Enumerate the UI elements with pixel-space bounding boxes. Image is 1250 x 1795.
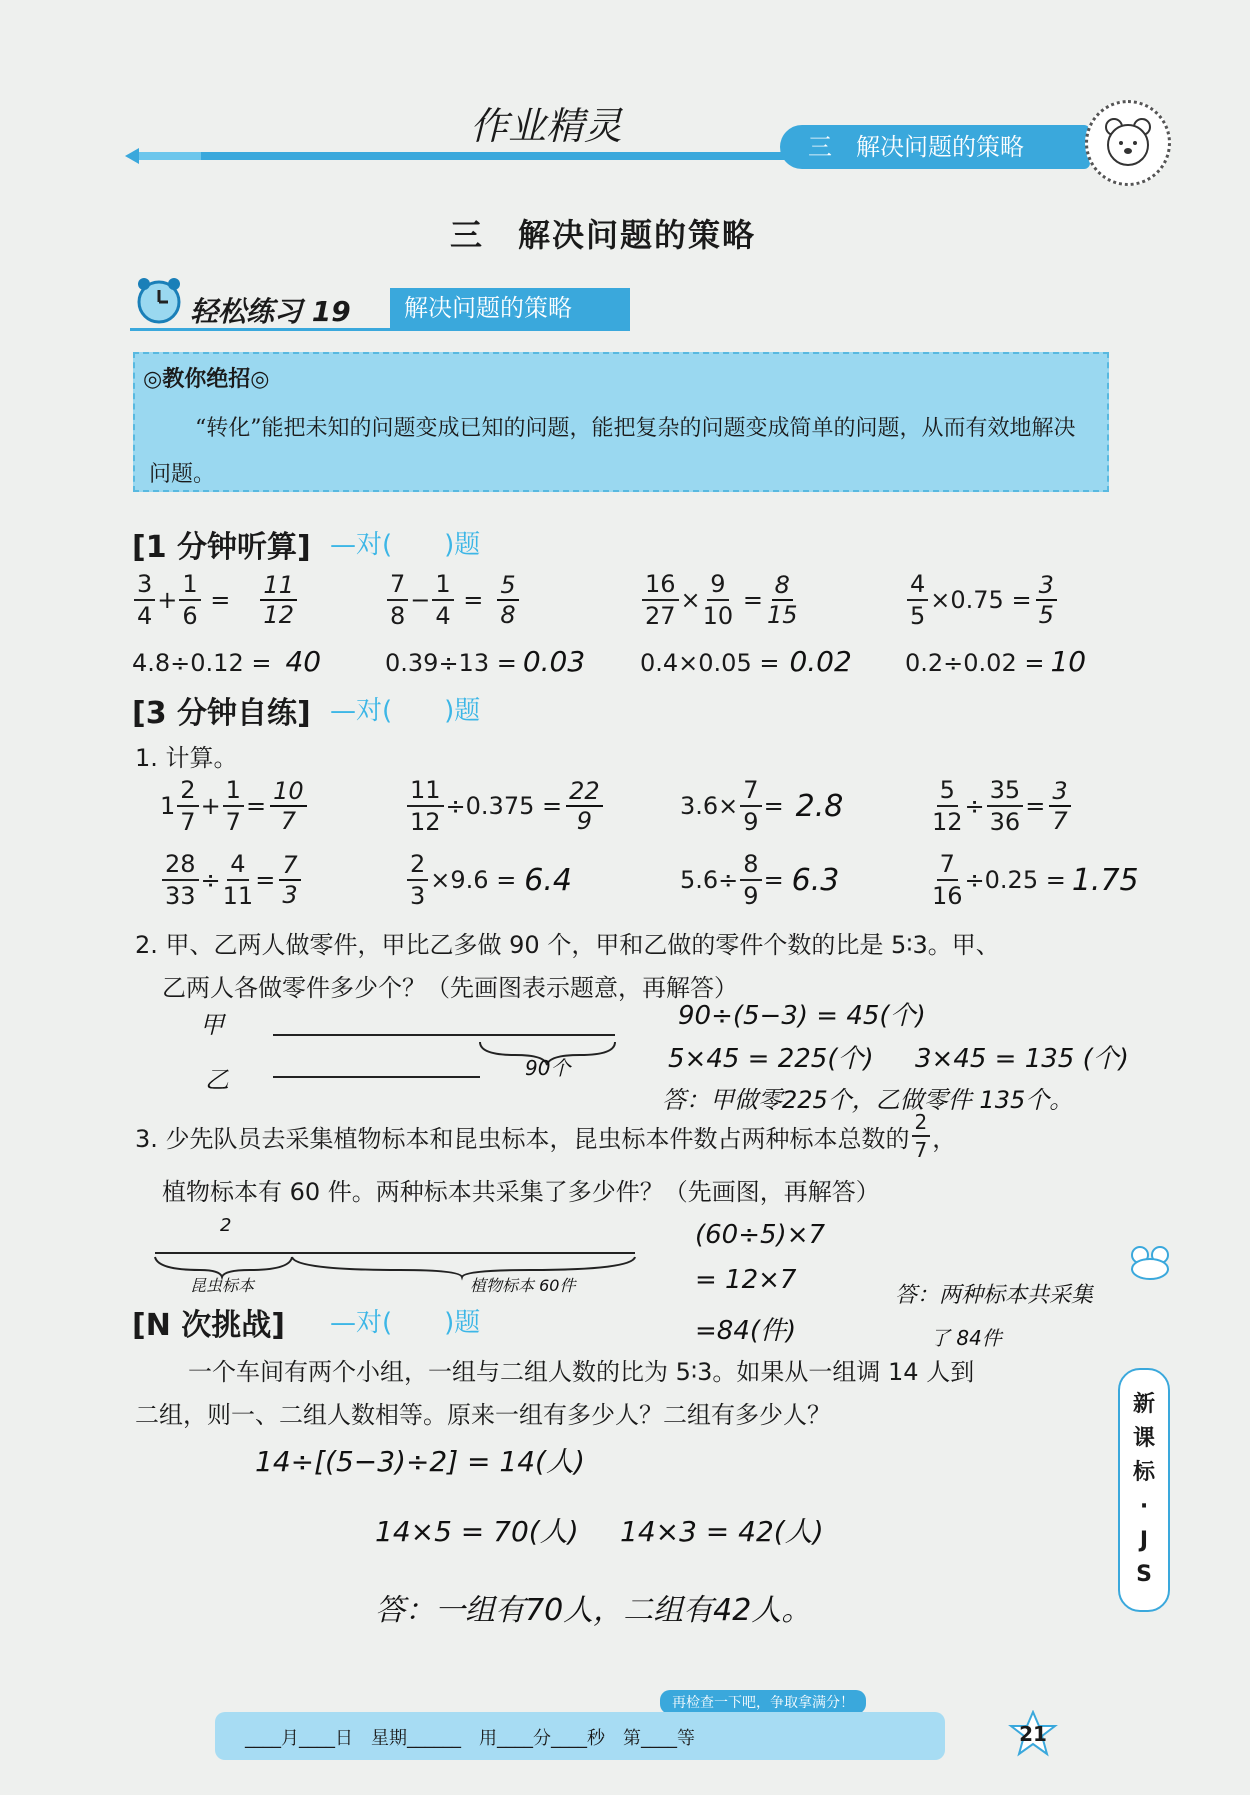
q1-row2-item4: $\frac{7}{16}$ ÷0.25 = 1.75 [932, 850, 1139, 910]
side-tab-char: J [1139, 1528, 1149, 1553]
section1-row1-item1: $\frac{3}{4}$ + $\frac{1}{6}$ = $\frac{11}{12}$ [132, 572, 301, 628]
section1-row2-item4: 0.2÷0.02 = 10 [905, 645, 1087, 678]
practice-topic: 解决问题的策略 [390, 288, 630, 328]
tip-title: ◎教你绝招◎ [143, 367, 270, 392]
section3-work-1: 14÷[(5−3)÷2] = 14(人) [255, 1445, 585, 1478]
section3-work-4: 答：一组有70人，二组有42人。 [375, 1593, 812, 1628]
q2-text-line1: 2. 甲、乙两人做零件，甲比乙多做 90 个，甲和乙做的零件个数的比是 5∶3。甲、 [135, 931, 1000, 959]
practice-underline [130, 328, 630, 331]
q3-top-mark: 2 [220, 1215, 232, 1236]
q2-brace-label: 90个 [525, 1056, 571, 1080]
section1-row2-item1: 4.8÷0.12 = 40 [132, 645, 322, 678]
side-tab-char: 新 [1132, 1392, 1155, 1417]
practice-badge: 轻松练习 19 [190, 295, 351, 328]
header-logo: 作业精灵 [470, 104, 623, 148]
section3-text-line1: 一个车间有两个小组，一组与二组人数的比为 5∶3。如果从一组调 14 人到 [188, 1358, 975, 1386]
q1-row1-item4: $\frac{5}{12}$ ÷ $\frac{35}{36}$ = $\frac{3}{7}$ [930, 778, 1075, 834]
q2-diagram [195, 1000, 635, 1100]
section1-row1-item3: $\frac{16}{27}$ × $\frac{9}{10}$ = $\frac{8}{15}$ [640, 572, 802, 628]
side-tab-char: S [1136, 1562, 1152, 1587]
q1-row2-item3: 5.6÷ $\frac{8}{9}$ = 6.3 [680, 850, 840, 910]
bear-mascot-icon [1085, 100, 1171, 186]
q3-answer-2: 了 84件 [930, 1326, 1002, 1350]
side-tab-char: · [1139, 1494, 1149, 1519]
q2-work-2: 5×45 = 225(个) [668, 1044, 874, 1074]
q1-row1-item1: 1 $\frac{2}{7}$ + $\frac{1}{7}$ = $\frac{10}{7}$ [160, 778, 311, 834]
q2-text-line2: 乙两人各做零件多少个？（先画图表示题意，再解答） [162, 974, 738, 1002]
section1-score: —对( )题 [330, 530, 481, 560]
section1-row1-item2: $\frac{7}{8}$ − $\frac{1}{4}$ = $\frac{5}{8}$ [385, 572, 523, 628]
alarm-clock-icon [132, 272, 186, 326]
tip-box [133, 352, 1109, 492]
q3-left-label: 昆虫标本 [190, 1276, 255, 1295]
q2-work-1: 90÷(5−3) = 45(个) [678, 1001, 926, 1031]
footer-record: ____月____日 星期______ 用____分____秒 第____等 [245, 1728, 695, 1749]
footer-encourage: 再检查一下吧，争取拿满分！ [660, 1690, 866, 1714]
section3-heading: [N 次挑战] [132, 1308, 285, 1343]
chapter-title: 三 解决问题的策略 [450, 216, 757, 254]
section2-heading: [3 分钟自练] [132, 696, 311, 731]
q1-label: 1. 计算。 [135, 744, 238, 772]
q3-text-line1: 3. 少先队员去采集植物标本和昆虫标本，昆虫标本件数占两种标本总数的 $\frac{2}{7}$ ， [135, 1110, 957, 1162]
q1-row2-item2: $\frac{2}{3}$ ×9.6 = 6.4 [405, 852, 572, 908]
header-rule [135, 152, 795, 160]
q2-label-jia: 甲 [200, 1011, 224, 1039]
q2-work-4: 答：甲做零225个，乙做零件 135个。 [662, 1086, 1074, 1114]
section1-heading: [1 分钟听算] [132, 530, 311, 565]
q3-answer-1: 答：两种标本共采集 [895, 1283, 1094, 1308]
q2-work-3: 3×45 = 135 (个) [915, 1044, 1129, 1074]
q2-label-yi: 乙 [205, 1066, 229, 1094]
q3-work-1: (60÷5)×7 [695, 1220, 826, 1250]
tip-body: “转化”能把未知的问题变成已知的问题，能把复杂的问题变成简单的问题，从而有效地解决问题。 [149, 416, 1076, 487]
q3-work-3: =84(件) [695, 1316, 797, 1346]
side-tab-char: 标 [1132, 1460, 1155, 1485]
section3-score: —对( )题 [330, 1308, 481, 1338]
q1-row2-item1: $\frac{28}{33}$ ÷ $\frac{4}{11}$ = $\frac{7}{3}$ [160, 852, 305, 908]
page-number-badge [1005, 1710, 1061, 1758]
q3-text-line2: 植物标本有 60 件。两种标本共采集了多少件？（先画图，再解答） [162, 1178, 880, 1206]
side-tab-char: 课 [1132, 1426, 1155, 1451]
q3-work-2: = 12×7 [695, 1265, 797, 1295]
frog-mascot-icon [1128, 1245, 1172, 1281]
q1-row1-item3: 3.6× $\frac{7}{9}$ = 2.8 [680, 776, 844, 836]
arrow-left-icon [125, 148, 139, 164]
section3-work-2: 14×5 = 70(人) [375, 1515, 579, 1548]
q1-row1-item2: $\frac{11}{12}$ ÷0.375 = $\frac{22}{9}$ [405, 778, 607, 834]
section1-row1-item4: $\frac{4}{5}$ ×0.75 = $\frac{3}{5}$ [905, 572, 1061, 628]
section1-row2-item2: 0.39÷13 = 0.03 [385, 645, 586, 678]
q3-right-label: 植物标本 60件 [470, 1276, 576, 1295]
section3-work-3: 14×3 = 42(人) [620, 1515, 824, 1548]
section-tab: 三 解决问题的策略 [780, 125, 1090, 169]
q3-diagram [150, 1215, 650, 1295]
section1-row2-item3: 0.4×0.05 = 0.02 [640, 645, 852, 678]
page-number: 21 [1019, 1722, 1047, 1746]
side-tab [1118, 1368, 1170, 1612]
section2-score: —对( )题 [330, 696, 481, 726]
section3-text-line2: 二组，则一、二组人数相等。原来一组有多少人？二组有多少人？ [135, 1401, 831, 1429]
